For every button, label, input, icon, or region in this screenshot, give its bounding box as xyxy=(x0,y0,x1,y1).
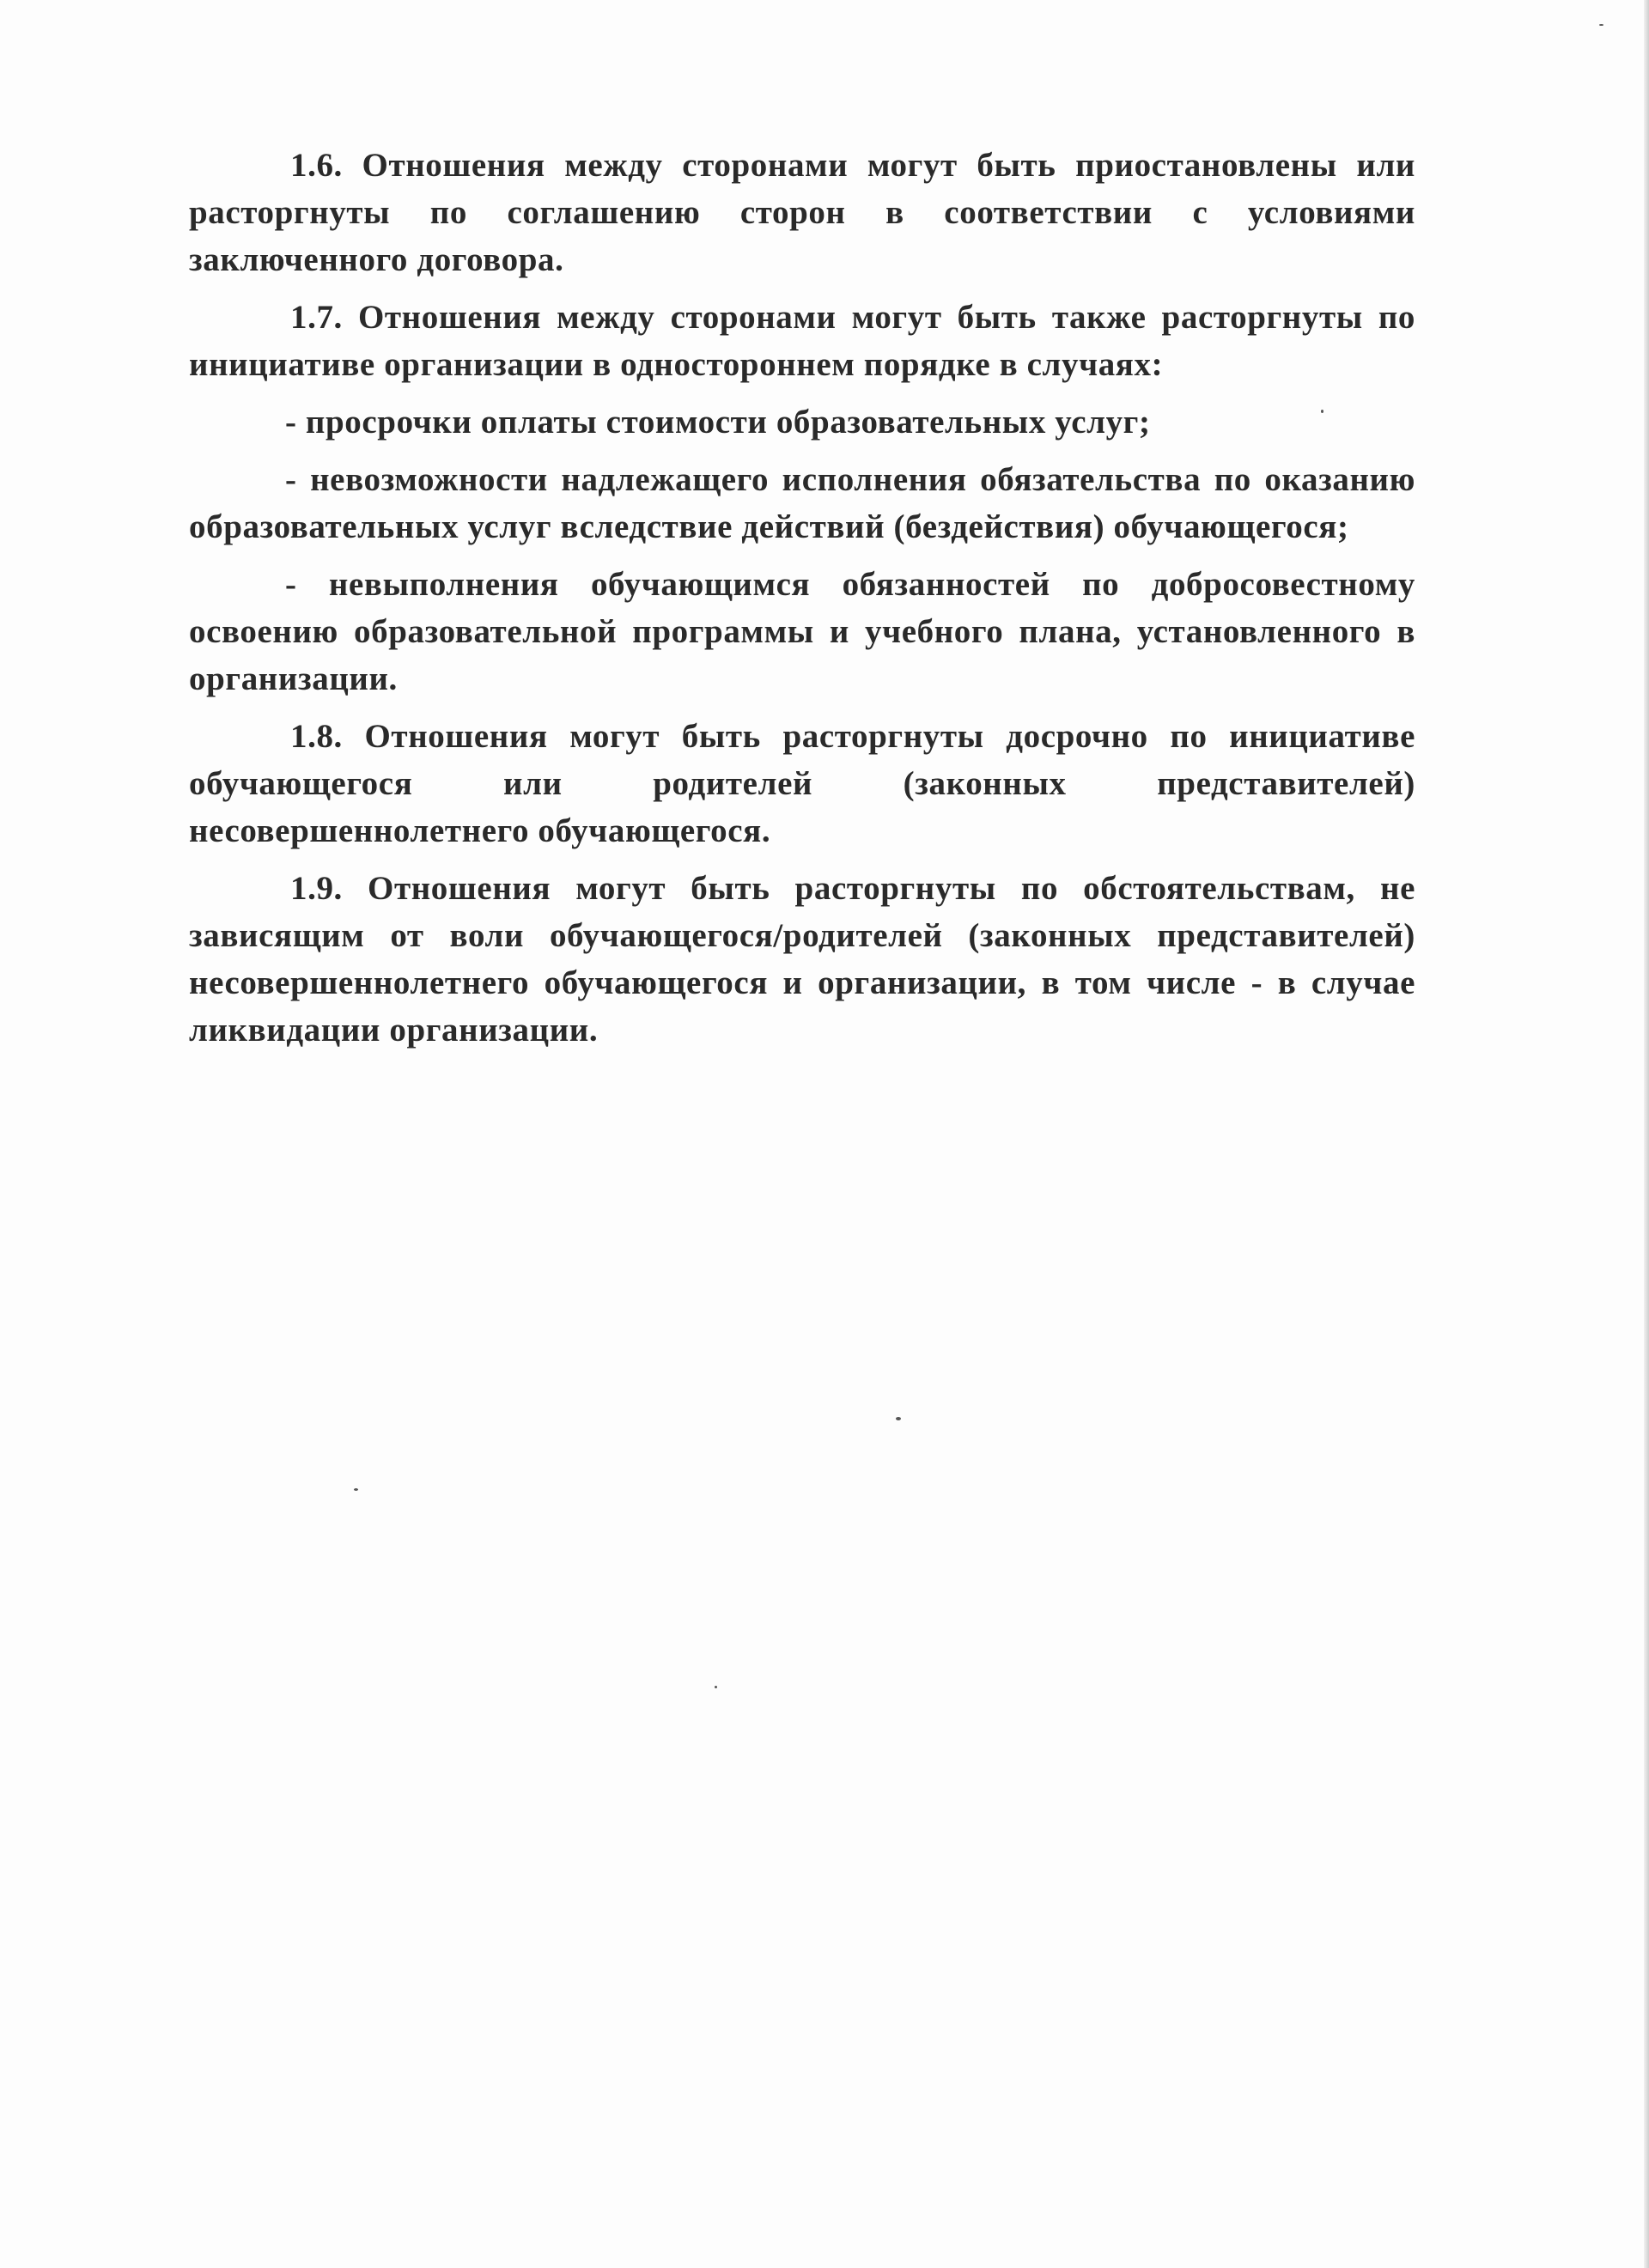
list-item-non-fulfillment: - невыполнения обучающимся обязанностей по добросовестному освоению образовательной программы и учебного плана, установленного в организации. xyxy=(189,566,1415,697)
scan-edge-shadow xyxy=(1644,0,1649,2268)
scan-speck xyxy=(1599,24,1603,26)
scan-speck xyxy=(896,1417,901,1420)
paragraph-1-9: 1.9. Отношения могут быть расторгнуты по обстоятельствам, не зависящим от воли обучающегося/родителей (законных представителей) несовершеннолетнего обучающегося и организации, в том числе - в случае ликвидации организации. xyxy=(189,870,1415,1049)
document-body xyxy=(189,142,1415,1064)
paragraph-1-8: 1.8. Отношения могут быть расторгнуты досрочно по инициативе обучающегося или родителей (законных представителей) несовершеннолетнего обучающегося. xyxy=(189,718,1415,849)
paragraph-1-6: 1.6. Отношения между сторонами могут быть приостановлены или расторгнуты по соглашению сторон в соответствии с условиями заключенного договора. xyxy=(189,147,1415,278)
scan-speck xyxy=(715,1686,717,1688)
list-item-impossibility: - невозможности надлежащего исполнения обязательства по оказанию образовательных услуг вследствие действий (бездействия) обучающегося; xyxy=(189,461,1415,545)
scan-speck xyxy=(1321,410,1323,413)
list-item-payment-delay: - просрочки оплаты стоимости образовательных услуг; xyxy=(285,404,1151,441)
scan-speck xyxy=(354,1488,358,1491)
paragraph-1-7: 1.7. Отношения между сторонами могут быть также расторгнуты по инициативе организации в одностороннем порядке в случаях: xyxy=(189,299,1415,383)
